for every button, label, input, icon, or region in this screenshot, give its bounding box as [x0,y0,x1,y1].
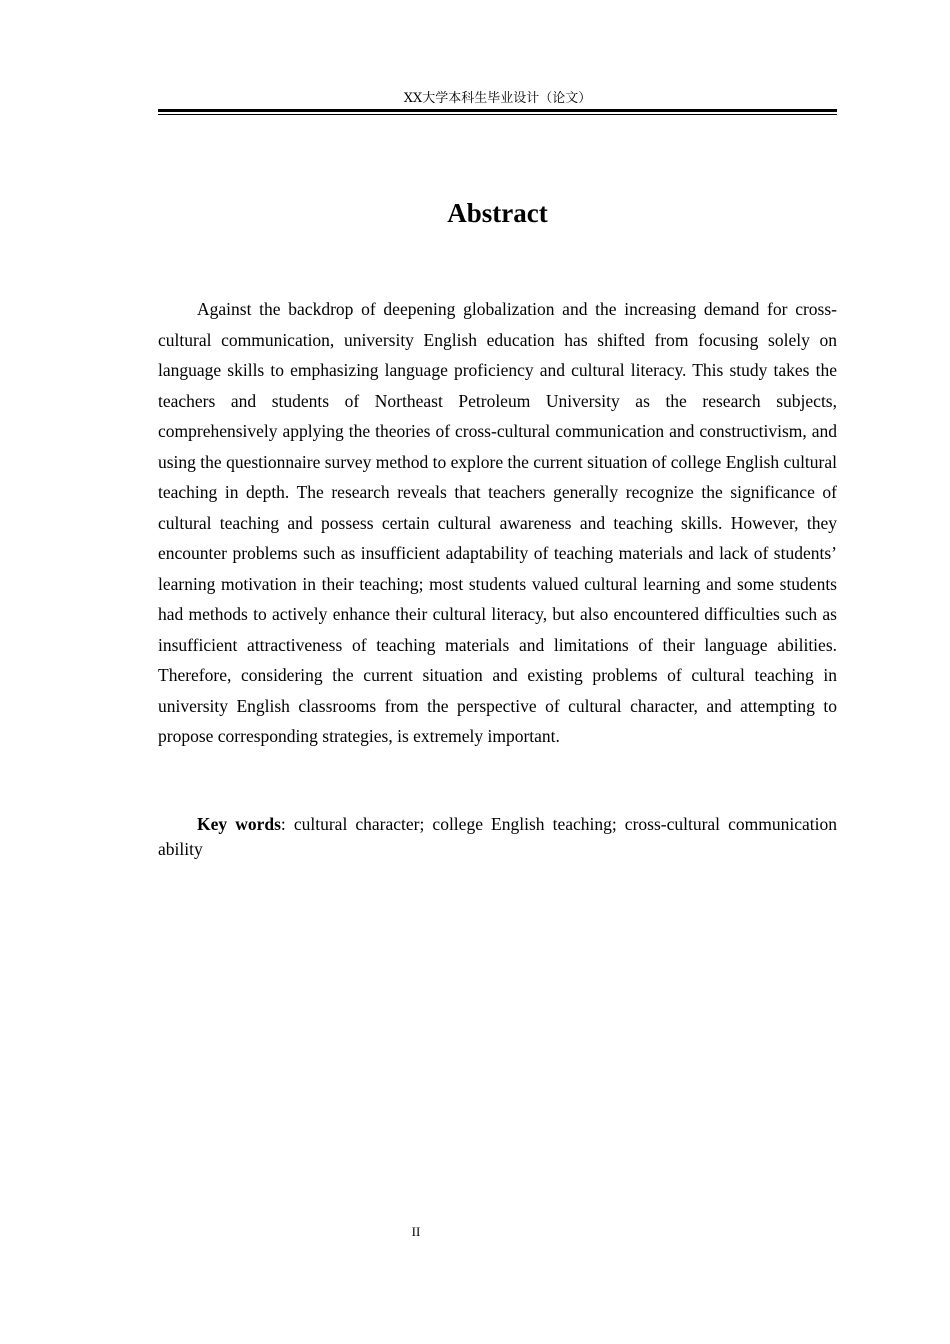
abstract-title: Abstract [447,198,548,228]
running-header: XX大学本科生毕业设计（论文） [403,91,592,106]
keywords-label: Key words [197,814,281,834]
keywords-line [158,812,837,862]
header-rule-thin [158,114,837,115]
page-number: II [411,1224,421,1239]
abstract-paragraph: Against the backdrop of deepening globalization and the increasing demand for cross-cultural communication, university English education has shifted from focusing solely on language skills to emphasizing language proficiency and cultural literacy. This study takes the teachers and students of Northeast Petroleum University as the research subjects, comprehensively applying the theories of cross-cultural communication and constructivism, and using the questionnaire survey method to explore the current situation of college English cultural teaching in depth. The research reveals that teachers generally recognize the significance of cultural teaching and possess certain cultural awareness and teaching skills. However, they encounter problems such as insufficient adaptability of teaching materials and lack of students’ learning motivation in their teaching; most students valued cultural learning and some students had methods to actively enhance their cultural literacy, but also encountered difficulties such as insufficient attractiveness of teaching materials and limitations of their language abilities. Therefore, considering the current situation and existing problems of cultural teaching in university English classrooms from the perspective of cultural character, and attempting to propose corresponding strategies, is extremely important. [158,299,837,746]
header-rule-thick [158,109,837,112]
keywords-text: cultural character; college English teaching; cross-cultural communication ability [158,814,837,859]
keywords-separator: : [280,814,286,834]
